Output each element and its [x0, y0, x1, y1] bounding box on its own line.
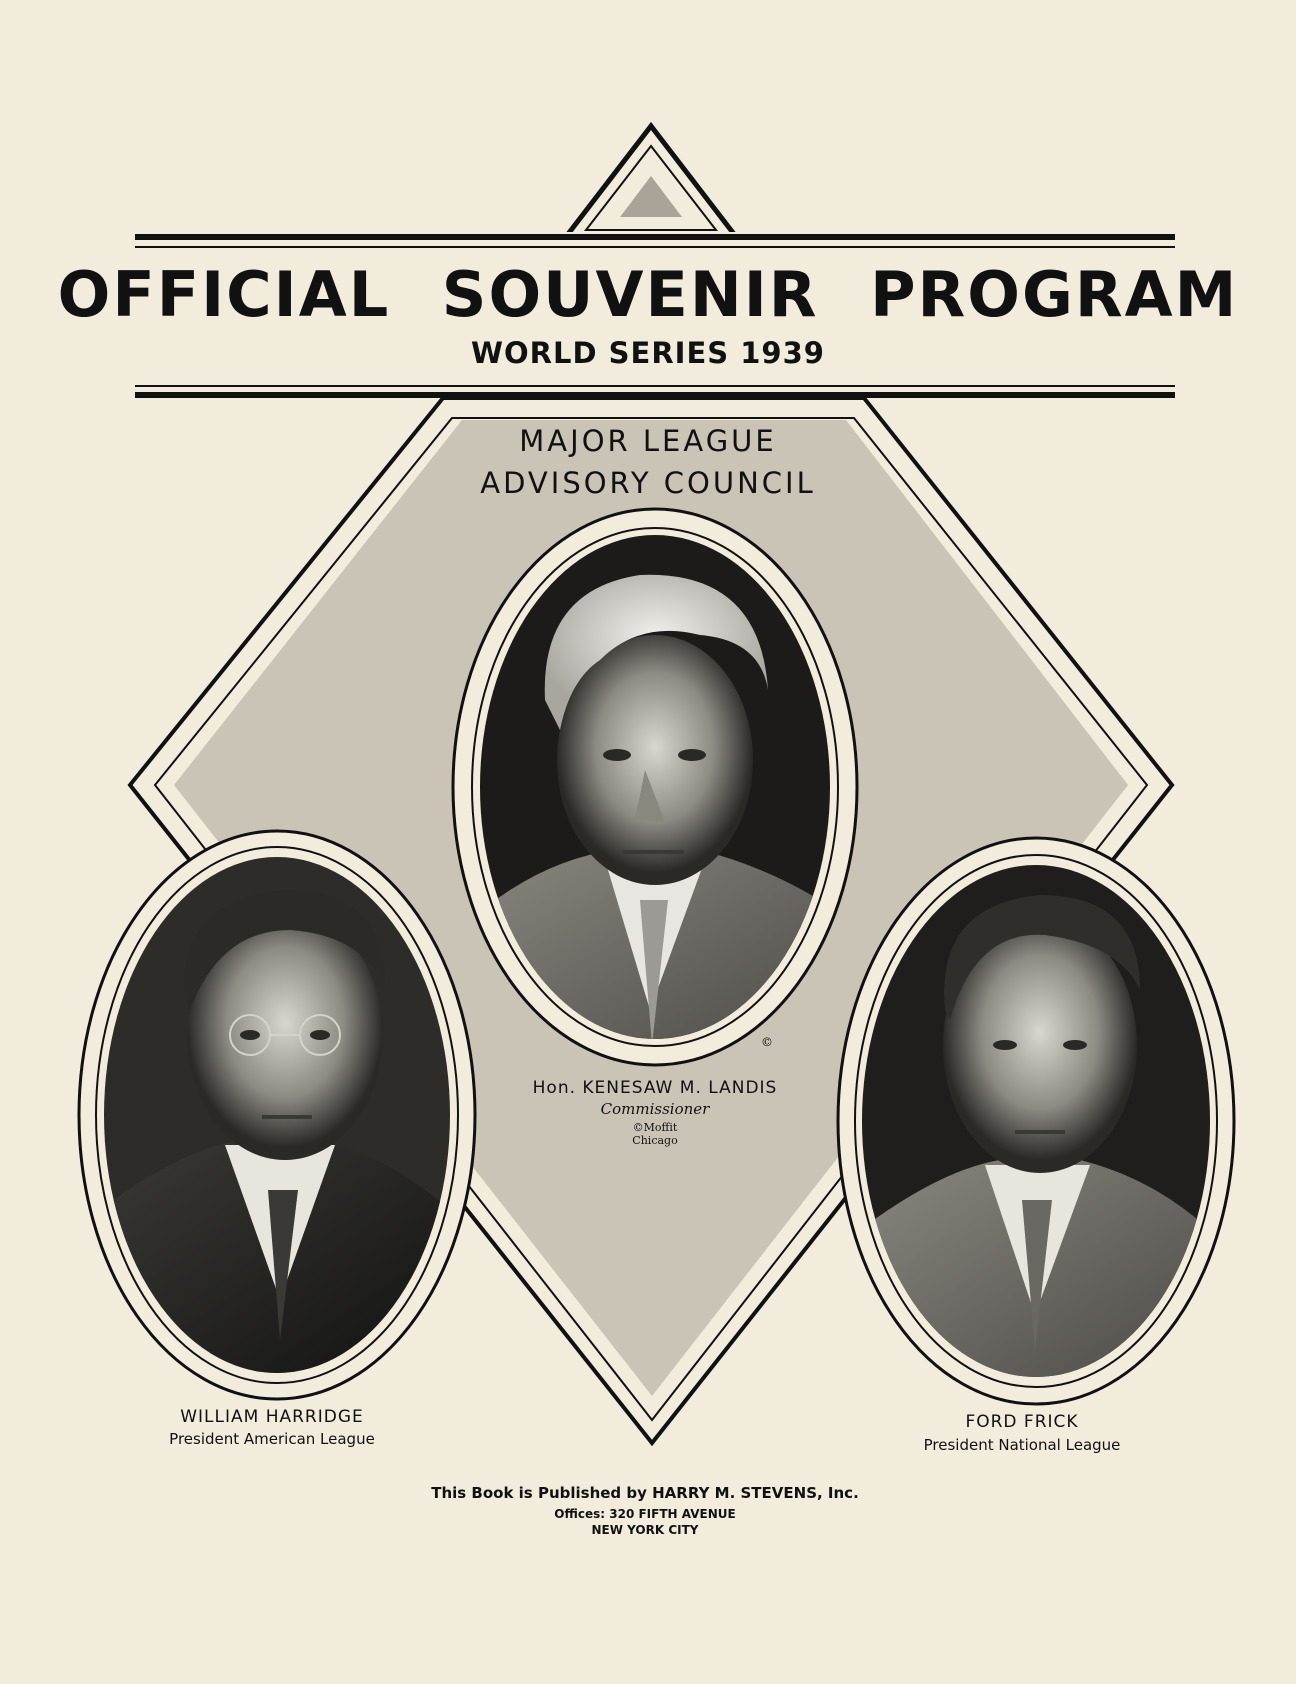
harridge-name: WILLIAM HARRIDGE: [180, 1407, 364, 1427]
program-title: OFFICIAL SOUVENIR PROGRAM: [57, 258, 1239, 331]
harridge-title: President American League: [169, 1430, 375, 1448]
program-subtitle: WORLD SERIES 1939: [471, 336, 825, 370]
frick-name: FORD FRICK: [965, 1412, 1079, 1432]
frick-title: President National League: [923, 1436, 1121, 1454]
council-heading-line2: ADVISORY COUNCIL: [480, 466, 816, 500]
triangle-ornament: [565, 126, 737, 238]
landis-name: Hon. KENESAW M. LANDIS: [532, 1078, 778, 1098]
landis-title: Commissioner: [600, 1100, 710, 1118]
photo-credit-line2: Chicago: [632, 1134, 678, 1147]
photo-credit-line1: ©Moffit: [632, 1121, 678, 1134]
portrait-frick: [838, 838, 1234, 1404]
publisher-line1: This Book is Published by HARRY M. STEVENS, Inc.: [431, 1484, 859, 1502]
portrait-landis: [453, 509, 857, 1065]
council-heading-line1: MAJOR LEAGUE: [519, 424, 777, 458]
publisher-line2: Offices: 320 FIFTH AVENUE: [554, 1507, 736, 1521]
portrait-harridge: [79, 831, 475, 1399]
publisher-line3: NEW YORK CITY: [591, 1523, 699, 1537]
copyright-mark: ©: [761, 1035, 773, 1049]
